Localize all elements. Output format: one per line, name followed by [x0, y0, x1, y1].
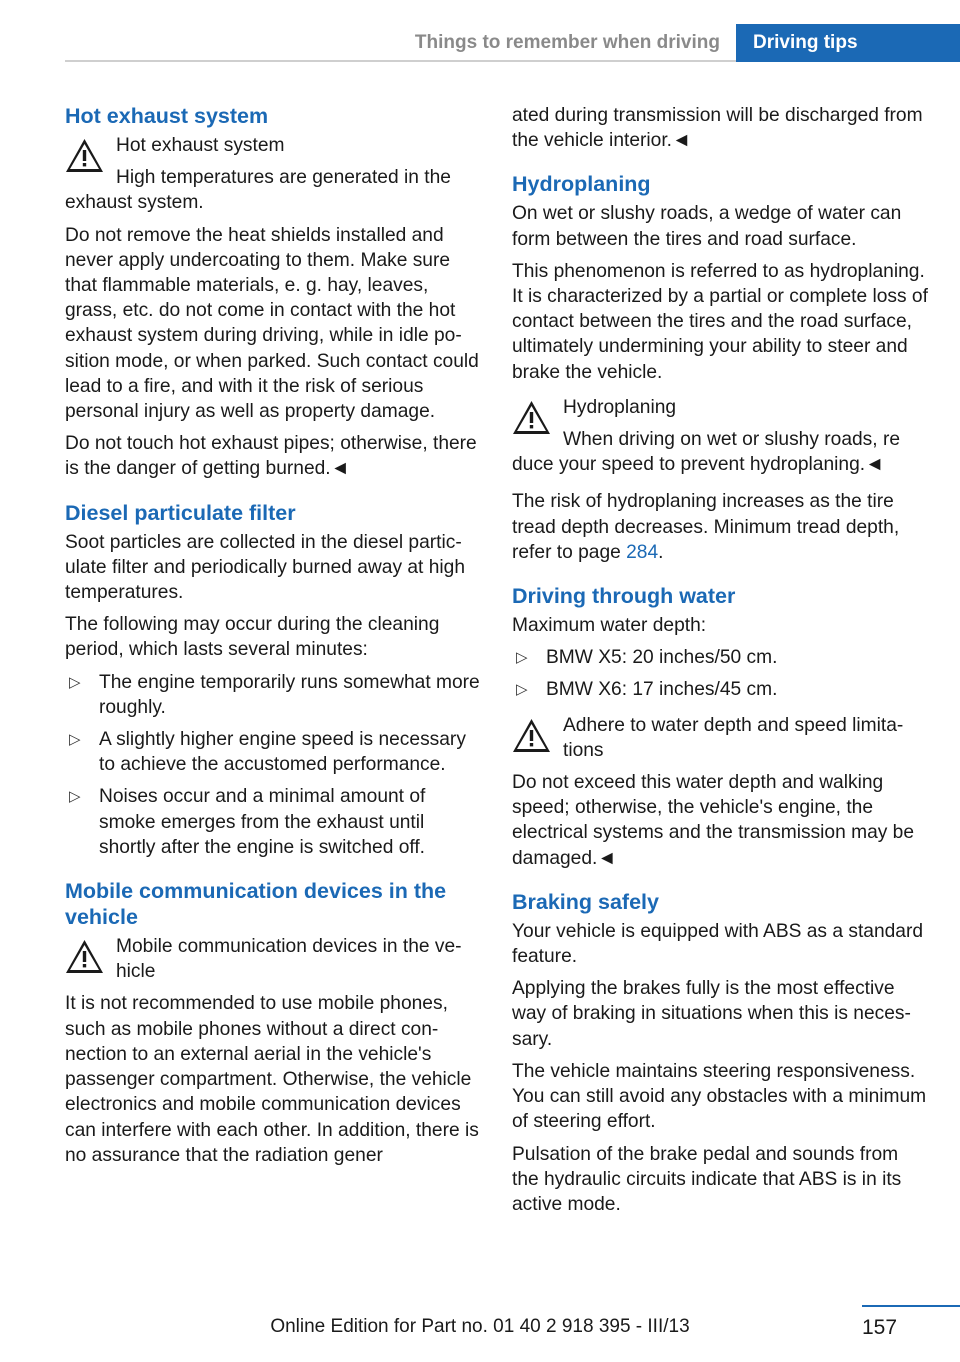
heading-braking-safely: Braking safely — [512, 889, 659, 914]
warning-title: Hot exhaust system — [116, 135, 285, 156]
list-item: ▷ A slightly higher engine speed is necessary to achieve the accustomed performance. — [69, 729, 466, 776]
paragraph: The vehicle maintains steering responsiveness. You can still avoid any obstacles with a minimum of steering effort. — [512, 1060, 927, 1133]
heading-diesel-filter: Diesel particulate filter — [65, 500, 296, 525]
heading-driving-through-water: Driving through water — [512, 584, 736, 609]
list-item: ▷ BMW X5: 20 inches/50 cm. — [512, 645, 930, 670]
left-column — [65, 103, 483, 1175]
warning-body: High temperatures are generated in the exhaust system. — [65, 167, 451, 214]
bullet-triangle-icon: ▷ — [516, 649, 528, 667]
right-column — [512, 103, 930, 1224]
warning-triangle-icon — [512, 400, 551, 436]
warning-title: Adhere to water depth and speed limitations — [563, 714, 904, 761]
warning-mobile-devices — [65, 934, 483, 984]
warning-hydroplaning — [512, 395, 930, 478]
paragraph: The risk of hydroplaning increases as the tire tread depth decreases. Minimum tread depth, refer to page 284. — [512, 491, 900, 563]
paragraph: Pulsation of the brake pedal and sounds from the hydraulic circuits indicate that ABS is in its active mode. — [512, 1143, 902, 1215]
list-item: ▷ Noises occur and a minimal amount of smoke emerges from the exhaust until shortly after the engine is switched off. — [69, 786, 426, 858]
warning-title: Mobile communication devices in the vehicle — [116, 936, 462, 983]
list-item: ▷ The engine temporarily runs somewhat more roughly. — [69, 671, 480, 718]
bullet-triangle-icon: ▷ — [69, 673, 81, 691]
bullet-list-diesel — [65, 670, 483, 860]
header-section-title: Things to remember when driving — [414, 32, 720, 53]
warning-title: Hydroplaning — [563, 396, 677, 418]
paragraph: Do not touch hot exhaust pipes; otherwise, there is the danger of getting burned.◄ — [65, 433, 477, 480]
heading-hydroplaning: Hydroplaning — [512, 172, 651, 197]
header-chapter-tab: Driving tips — [736, 24, 960, 62]
bullet-triangle-icon: ▷ — [69, 788, 81, 806]
paragraph: Do not exceed this water depth and walking speed; otherwise, the vehicle's engine, the electrical systems and the transmission may be damaged.◄ — [512, 772, 915, 869]
bullet-triangle-icon: ▷ — [516, 681, 528, 699]
paragraph: Do not remove the heat shields installed and never apply undercoating to them. Make sure that flammable materials, e. g. hay, leaves, grass, etc. do not come in contact with the hot exhaust system during driving, while in idle position mode, or when parked. Such contact could lead to a fire, and with it the risk of serious personal injury as well as property damage. — [65, 224, 479, 423]
warning-triangle-icon — [65, 939, 104, 975]
heading-mobile-devices: Mobile communication devices in the vehicle — [65, 879, 447, 930]
footer-edition: Online Edition for Part no. 01 40 2 918 395 - III/13 — [270, 1316, 690, 1337]
list-item: ▷ BMW X6: 17 inches/45 cm. — [512, 677, 930, 702]
bullet-list-water — [512, 645, 930, 702]
warning-hot-exhaust — [65, 133, 483, 216]
warning-triangle-icon — [65, 138, 104, 174]
footer-rule — [862, 1305, 960, 1307]
paragraph: The following may occur during the cleaning period, which lasts several minutes: — [65, 614, 440, 661]
warning-body: When driving on wet or slushy roads, re duce your speed to prevent hydroplaning.◄ — [512, 429, 900, 476]
paragraph: Your vehicle is equipped with ABS as a standard feature. — [512, 920, 924, 968]
page-reference-link[interactable]: 284 — [626, 541, 659, 563]
paragraph: Applying the brakes fully is the most effective way of braking in situations when this is necessary. — [512, 978, 911, 1050]
heading-hot-exhaust: Hot exhaust system — [65, 104, 269, 128]
warning-triangle-icon — [512, 718, 551, 754]
paragraph: This phenomenon is referred to as hydroplaning. It is characterized by a partial or complete loss of contact between the tires and the road surface, ultimately undermining your ability to steer and brake the vehicle. — [512, 260, 928, 383]
warning-water-depth — [512, 713, 930, 763]
paragraph: It is not recommended to use mobile phones, such as mobile phones without a direct connection to an external aerial in the vehicle's passenger compartment. Otherwise, the vehicle electronics and mobile communication devices can interfere with each other. In addition, there is no assurance that the radiation gener — [65, 993, 479, 1166]
bullet-triangle-icon: ▷ — [69, 731, 81, 749]
paragraph: Soot particles are collected in the diesel particulate filter and periodically burned away at high temperatures. — [65, 531, 465, 604]
paragraph: ated during transmission will be discharged from the vehicle interior.◄ — [512, 105, 923, 152]
paragraph: Maximum water depth: — [512, 615, 707, 637]
paragraph: On wet or slushy roads, a wedge of water can form between the tires and road surface. — [512, 203, 902, 250]
page-number: 157 — [862, 1316, 898, 1339]
